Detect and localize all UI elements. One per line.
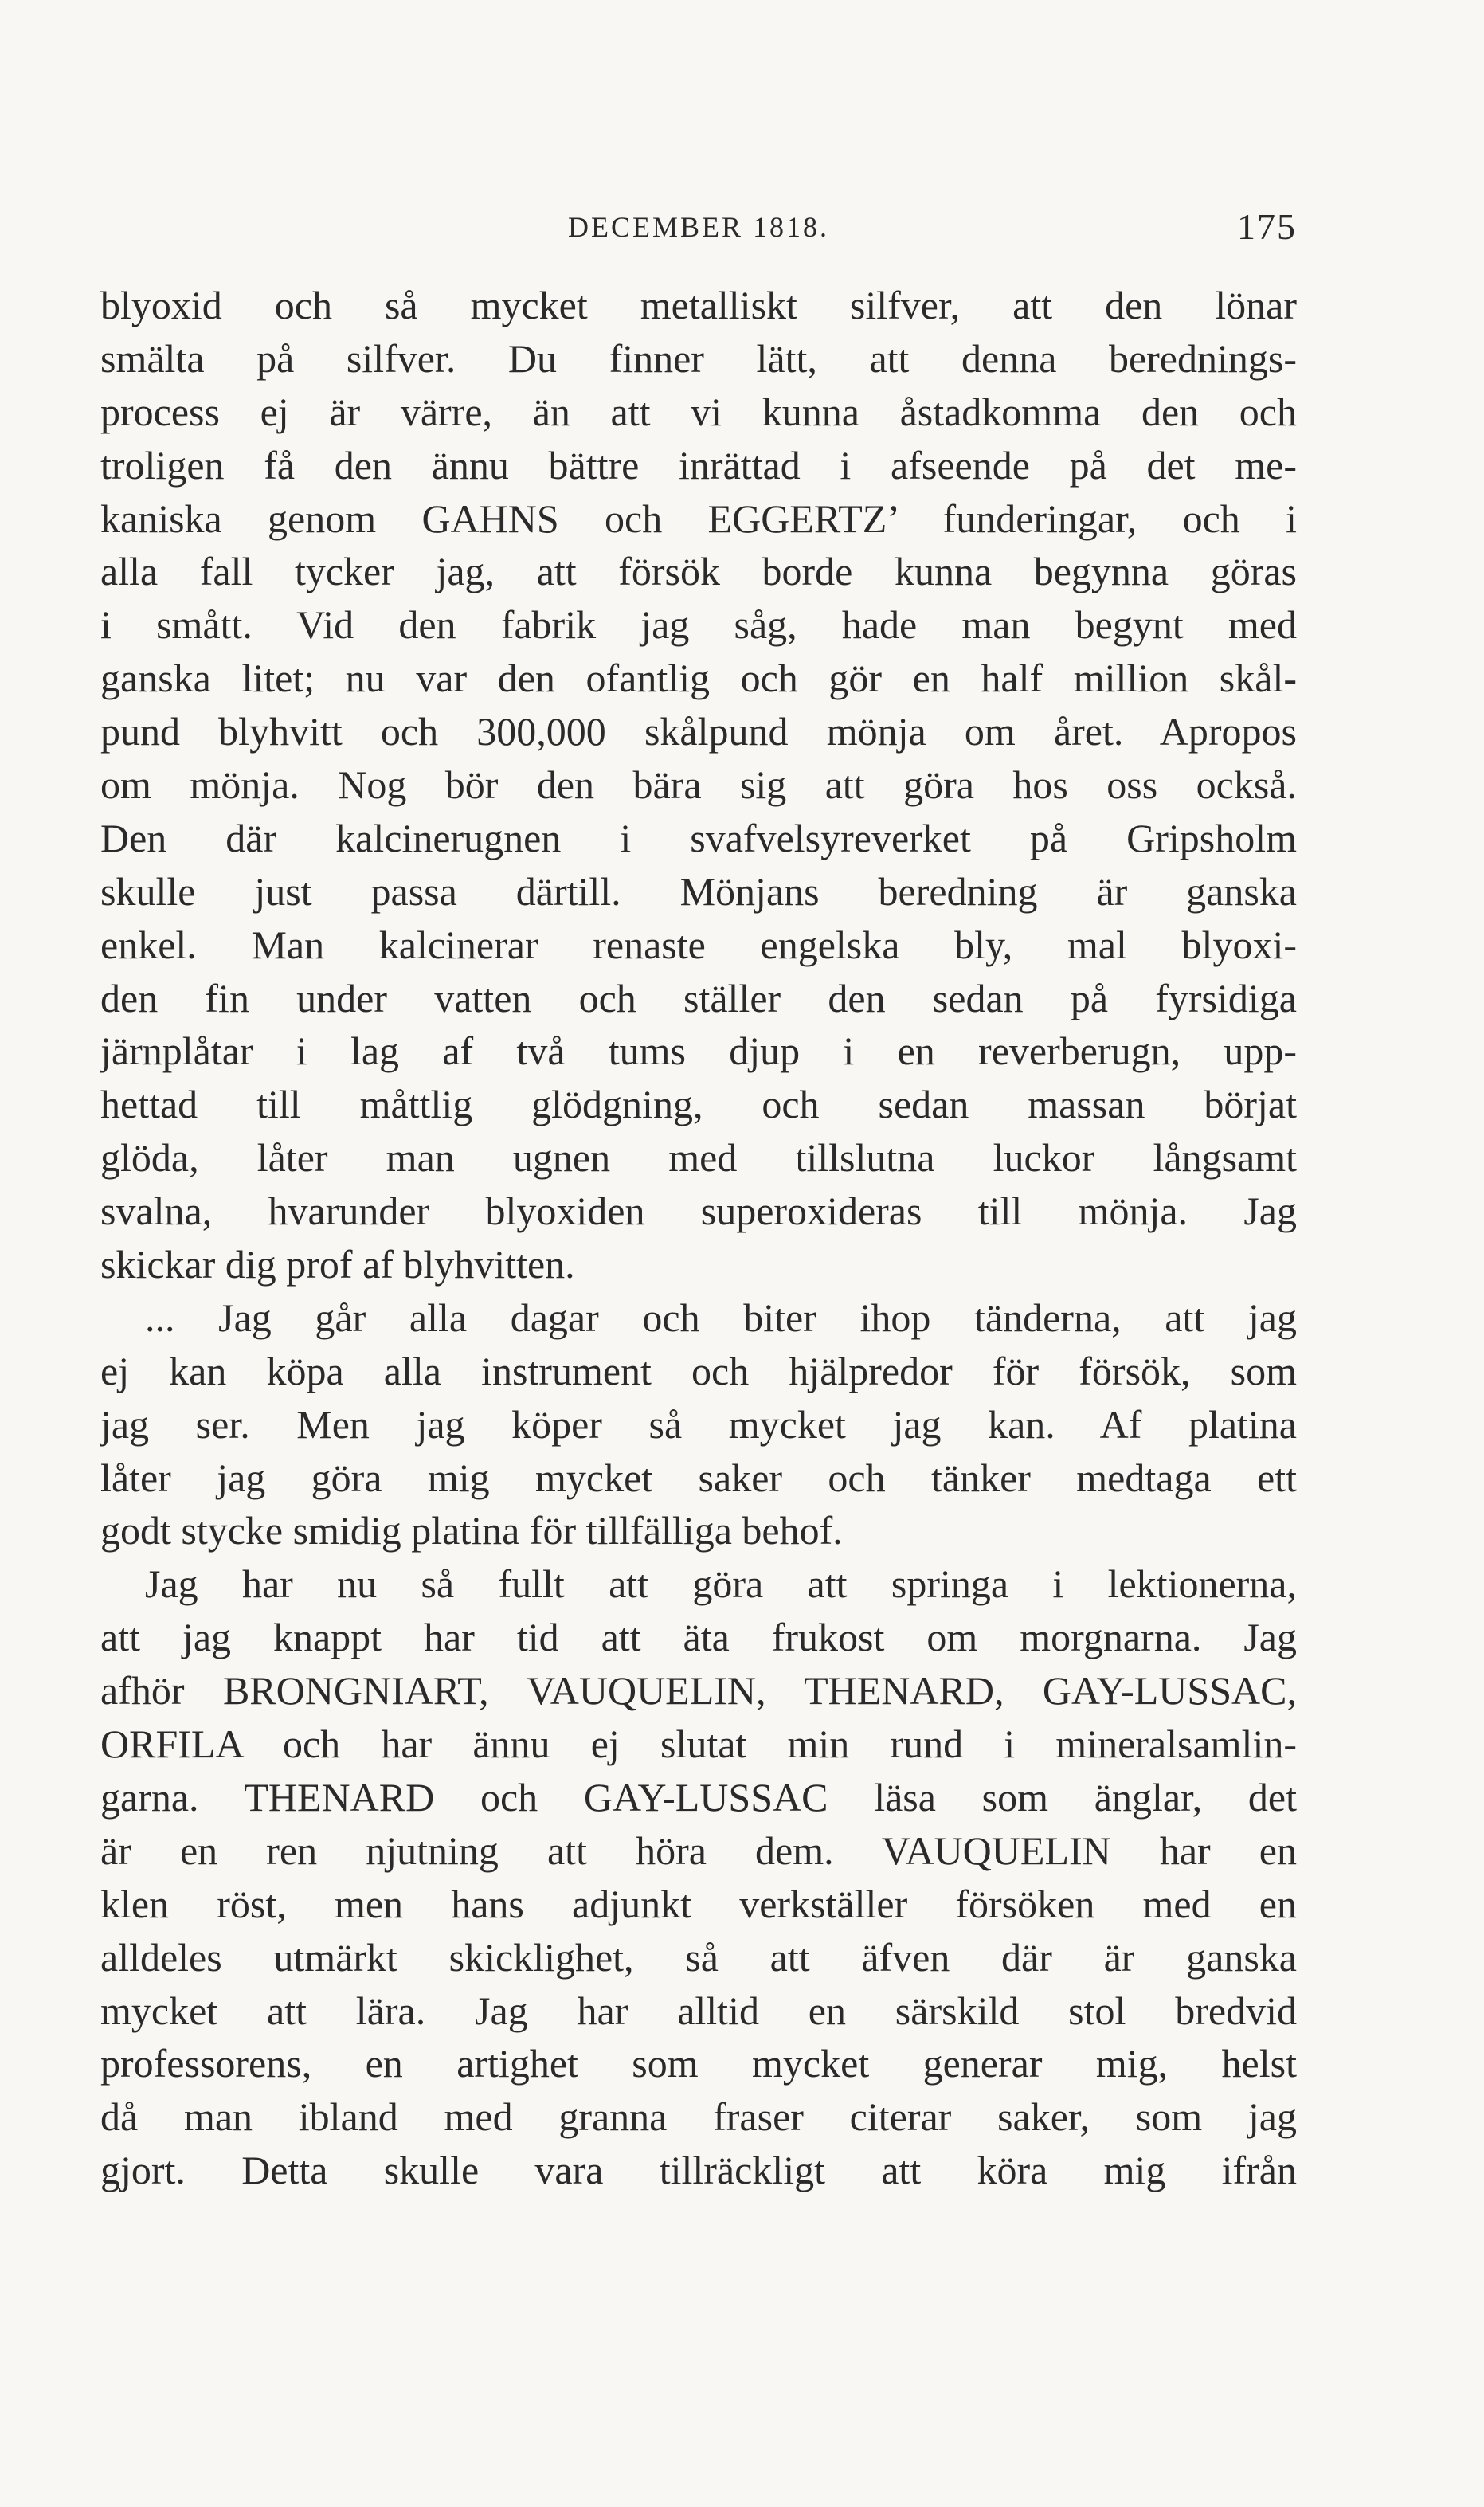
text-line: ganska litet; nu var den ofantlig och gör en half million skål- (100, 656, 1297, 701)
text-line: garna. THENARD och GAY-LUSSAC läsa som änglar, det (100, 1774, 1297, 1820)
text-line: skulle just passa därtill. Mönjans beredning är ganska (100, 868, 1297, 914)
text-line: professorens, en artighet som mycket generar mig, helst (100, 2041, 1297, 2086)
text-line: blyoxid och så mycket metalliskt silfver, att den lönar (100, 283, 1297, 327)
text-line: glöda, låter man ugnen med tillslutna luckor långsamt (100, 1135, 1297, 1181)
text-line: den fin under vatten och ställer den sedan på fyrsidiga (100, 975, 1297, 1020)
text-line: alldeles utmärkt skicklighet, så att äfven där är ganska (100, 1934, 1297, 1980)
text-line: godt stycke smidig platina för tillfälliga behof. (100, 1508, 843, 1553)
text-line: process ej är värre, än att vi kunna åstadkomma den och (100, 389, 1297, 434)
text-line: ej kan köpa alla instrument och hjälpredor för försök, som (100, 1348, 1297, 1393)
text-line: att jag knappt har tid att äta frukost om morgnarna. Jag (100, 1615, 1297, 1660)
text-line: smälta på silfver. Du finner lätt, att denna berednings- (100, 335, 1297, 381)
text-line: ORFILA och har ännu ej slutat min rund i mineralsamlin- (100, 1722, 1297, 1767)
body-text (100, 279, 1297, 2197)
text-line: klen röst, men hans adjunkt verkställer försöken med en (100, 1881, 1297, 1926)
text-line: järnplåtar i lag af två tums djup i en reverberugn, upp- (100, 1028, 1297, 1074)
running-head: DECEMBER 1818. (567, 211, 829, 243)
text-line: hettad till måttlig glödgning, och sedan massan börjat (100, 1082, 1297, 1127)
text-line: afhör BRONGNIART, VAUQUELIN, THENARD, GAY-LUSSAC, (100, 1668, 1297, 1714)
text-line: Jag har nu så fullt att göra att springa i lektionerna, (145, 1561, 1297, 1607)
text-line: pund blyhvitt och 300,000 skålpund mönja om året. Apropos (100, 709, 1297, 754)
text-line: är en ren njutning att höra dem. VAUQUELIN har en (100, 1827, 1297, 1873)
text-line: troligen få den ännu bättre inrättad i afseende på det me- (100, 442, 1297, 488)
text-line: om mönja. Nog bör den bära sig att göra hos oss också. (100, 762, 1297, 808)
text-line: svalna, hvarunder blyoxiden superoxideras till mönja. Jag (100, 1189, 1297, 1234)
text-line: då man ibland med granna fraser citerar saker, som jag (100, 2094, 1297, 2140)
page-header (100, 203, 1297, 267)
text-line: kaniska genom GAHNS och EGGERTZ’ funderingar, och i (100, 496, 1297, 541)
text-line: Den där kalcinerugnen i svafvelsyreverket på Gripsholm (100, 815, 1297, 860)
page-number: 175 (1237, 206, 1297, 247)
text-line: i smått. Vid den fabrik jag såg, hade man begynt med (100, 602, 1297, 648)
text-line: jag ser. Men jag köper så mycket jag kan. Af platina (100, 1401, 1297, 1447)
text-line: mycket att lära. Jag har alltid en särskild stol bredvid (100, 1988, 1297, 2033)
text-line: låter jag göra mig mycket saker och tänker medtaga ett (100, 1455, 1297, 1500)
text-line: alla fall tycker jag, att försök borde kunna begynna göras (100, 549, 1297, 594)
text-line: ... Jag går alla dagar och biter ihop tänderna, att jag (145, 1295, 1297, 1340)
text-line: enkel. Man kalcinerar renaste engelska bly, mal blyoxi- (100, 922, 1297, 967)
text-line: gjort. Detta skulle vara tillräckligt att köra mig ifrån (100, 2148, 1297, 2193)
text-line: skickar dig prof af blyhvitten. (100, 1242, 575, 1287)
